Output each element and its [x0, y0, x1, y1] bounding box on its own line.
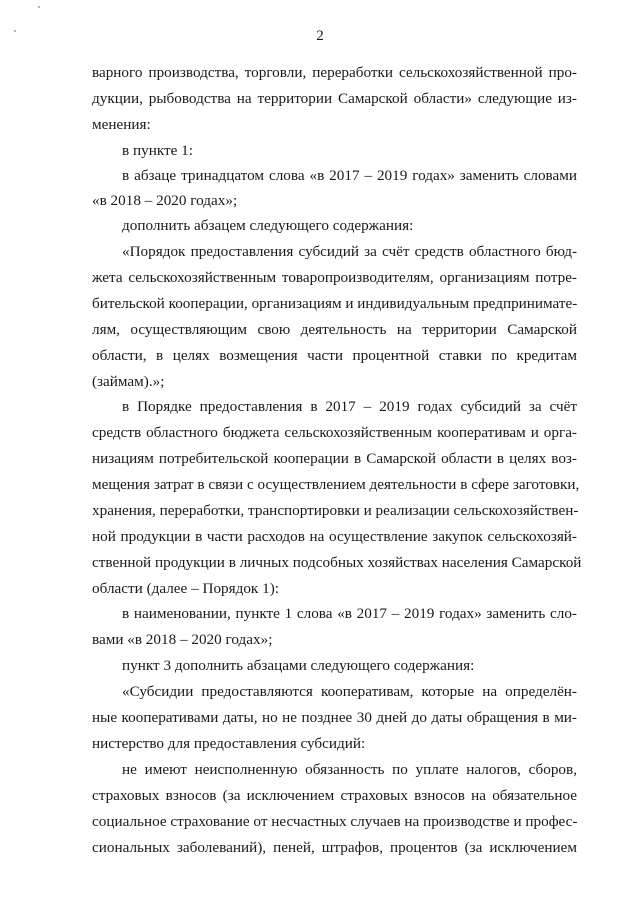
text-line: дукции, рыбоводства на территории Самарской области» следующие из-: [92, 90, 577, 107]
page-number: 2: [316, 28, 324, 44]
text-line: низациям потребительской кооперации в Самарской области в целях воз-: [92, 450, 577, 467]
text-line: «Порядок предоставления субсидий за счёт средств областного бюд-: [122, 243, 577, 260]
text-line: лям, осуществляющим свою деятельность на территории Самарской: [92, 321, 577, 338]
text-line: бительской кооперации, организациям и индивидуальным предпринимате-: [92, 295, 578, 312]
text-line: ственной продукции в личных подсобных хозяйствах населения Самарской: [92, 554, 582, 571]
text-line: ной продукции в части расходов на осуществление закупок сельскохозяй-: [92, 528, 577, 545]
text-line: вами «в 2018 – 2020 годах»;: [92, 631, 273, 648]
text-line: менения:: [92, 116, 151, 133]
text-line: «Субсидии предоставляются кооперативам, которые на определён-: [122, 683, 577, 700]
text-line: жета сельскохозяйственным товаропроизводителям, организациям потре-: [92, 269, 577, 286]
text-line: нистерство для предоставления субсидий:: [92, 735, 366, 752]
text-line: сиональных заболеваний), пеней, штрафов, процентов (за исключением: [92, 839, 577, 856]
text-line: пункт 3 дополнить абзацами следующего содержания:: [122, 657, 475, 674]
text-line: в наименовании, пункте 1 слова «в 2017 – 2019 годах» заменить сло-: [122, 605, 577, 622]
text-line: (займам).»;: [92, 373, 165, 390]
text-line: средств областного бюджета сельскохозяйственным кооперативам и орга-: [92, 424, 577, 441]
text-line: «в 2018 – 2020 годах»;: [92, 192, 238, 209]
text-line: ные кооперативами даты, но не позднее 30 дней до даты обращения в ми-: [92, 709, 577, 726]
text-line: в Порядке предоставления в 2017 – 2019 годах субсидий за счёт: [122, 398, 577, 415]
text-line: в пункте 1:: [122, 142, 193, 159]
text-line: страховых взносов (за исключением страховых взносов на обязательное: [92, 787, 577, 804]
text-line: социальное страхование от несчастных случаев на производстве и профес-: [92, 813, 578, 830]
text-line: варного производства, торговли, переработки сельскохозяйственной про-: [92, 64, 577, 81]
text-line: дополнить абзацем следующего содержания:: [122, 217, 414, 234]
text-line: области (далее – Порядок 1):: [92, 580, 279, 597]
scan-speck: [38, 6, 40, 8]
text-line: в абзаце тринадцатом слова «в 2017 – 2019 годах» заменить словами: [122, 167, 577, 184]
text-line: мещения затрат в связи с осуществлением деятельности в сфере заготовки,: [92, 476, 580, 493]
text-line: области, в целях возмещения части процентной ставки по кредитам: [92, 347, 577, 364]
text-line: хранения, переработки, транспортировки и реализации сельскохозяйствен-: [92, 502, 579, 519]
text-line: не имеют неисполненную обязанность по уплате налогов, сборов,: [122, 761, 577, 778]
